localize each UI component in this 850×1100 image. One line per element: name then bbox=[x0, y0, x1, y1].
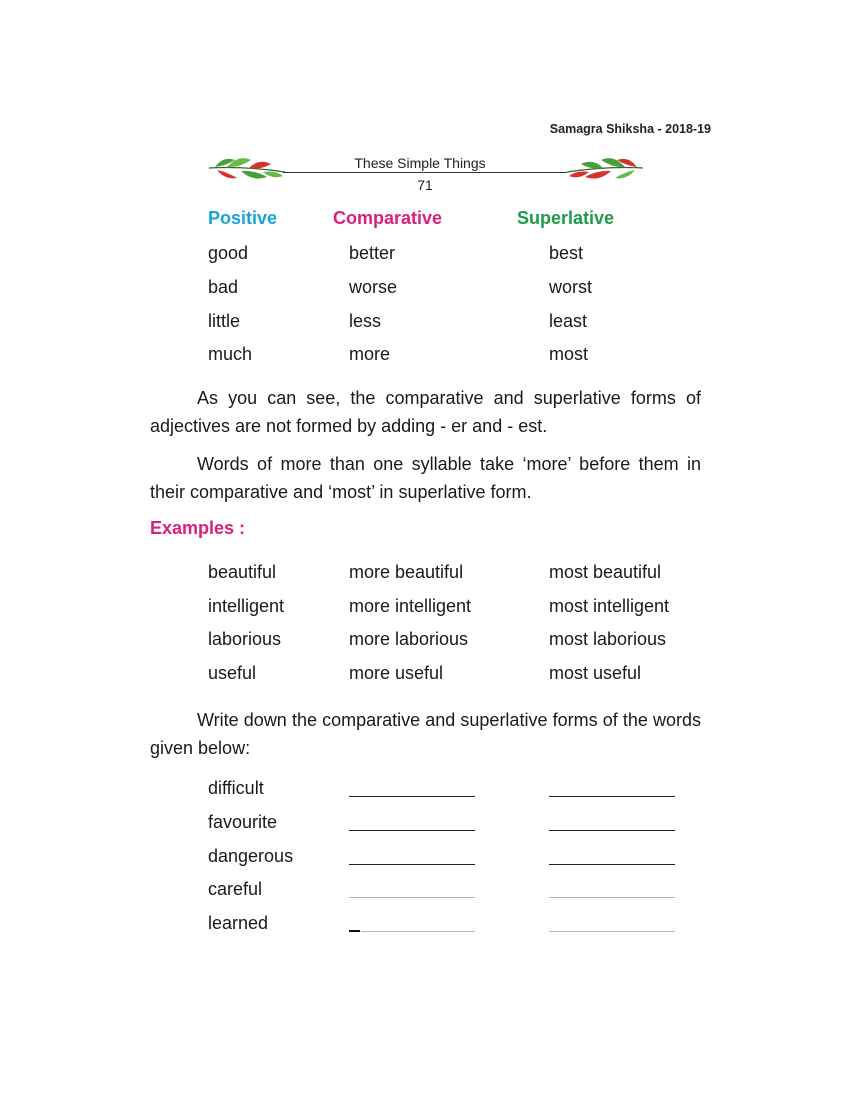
exercise-word: dangerous bbox=[208, 846, 294, 866]
table-cell: more bbox=[349, 344, 391, 364]
answer-blank-comparative[interactable] bbox=[349, 897, 475, 898]
answer-blank-superlative[interactable] bbox=[549, 830, 675, 831]
chapter-title: These Simple Things bbox=[354, 155, 486, 171]
header-positive: Positive bbox=[208, 208, 278, 228]
exercise-word: learned bbox=[208, 913, 269, 933]
paragraph-irregular bbox=[150, 384, 701, 440]
exercise-word: favourite bbox=[208, 812, 278, 832]
paragraph-text: Write down the comparative and superlative forms of the words given below: bbox=[150, 710, 701, 758]
example-cell: beautiful bbox=[208, 562, 277, 582]
answer-blank-comparative[interactable] bbox=[349, 830, 475, 831]
table-cell: good bbox=[208, 243, 249, 263]
answer-blank-superlative[interactable] bbox=[549, 864, 675, 865]
examples-heading: Examples : bbox=[150, 518, 246, 538]
table-cell: little bbox=[208, 311, 241, 331]
table-cell: worse bbox=[349, 277, 398, 297]
example-cell: most intelligent bbox=[549, 596, 670, 616]
answer-blank-start bbox=[349, 930, 360, 932]
example-cell: more beautiful bbox=[349, 562, 464, 582]
table-cell: better bbox=[349, 243, 396, 263]
exercise-word: difficult bbox=[208, 778, 264, 798]
leaves-left-icon bbox=[205, 150, 287, 186]
example-cell: most useful bbox=[549, 663, 642, 683]
answer-blank-comparative[interactable] bbox=[349, 796, 475, 797]
header-comparative: Comparative bbox=[333, 208, 443, 228]
header-rule bbox=[283, 172, 567, 173]
exercise-instruction bbox=[150, 706, 701, 762]
exercise-word: careful bbox=[208, 879, 263, 899]
paragraph-text: As you can see, the comparative and superlative forms of adjectives are not formed by adding - er and - est. bbox=[150, 388, 701, 436]
answer-blank-comparative[interactable] bbox=[361, 931, 475, 932]
example-cell: useful bbox=[208, 663, 257, 683]
table-cell: bad bbox=[208, 277, 239, 297]
example-cell: more useful bbox=[349, 663, 444, 683]
example-cell: more intelligent bbox=[349, 596, 472, 616]
leaves-right-icon bbox=[565, 150, 647, 186]
example-cell: laborious bbox=[208, 629, 282, 649]
answer-blank-superlative[interactable] bbox=[549, 796, 675, 797]
table-cell: least bbox=[549, 311, 588, 331]
example-cell: intelligent bbox=[208, 596, 285, 616]
answer-blank-superlative[interactable] bbox=[549, 897, 675, 898]
paragraph-text: Words of more than one syllable take ‘more’ before them in their comparative and ‘most’ in superlative form. bbox=[150, 454, 701, 502]
table-cell: much bbox=[208, 344, 253, 364]
table-cell: worst bbox=[549, 277, 593, 297]
example-cell: most beautiful bbox=[549, 562, 662, 582]
header-superlative: Superlative bbox=[517, 208, 615, 228]
table-cell: less bbox=[349, 311, 382, 331]
table-cell: most bbox=[549, 344, 589, 364]
table-cell: best bbox=[549, 243, 584, 263]
series-label: Samagra Shiksha - 2018-19 bbox=[549, 122, 711, 136]
paragraph-syllable bbox=[150, 450, 701, 506]
page-number: 71 bbox=[417, 177, 433, 193]
example-cell: most laborious bbox=[549, 629, 667, 649]
answer-blank-comparative[interactable] bbox=[349, 864, 475, 865]
example-cell: more laborious bbox=[349, 629, 469, 649]
answer-blank-superlative[interactable] bbox=[549, 931, 675, 932]
